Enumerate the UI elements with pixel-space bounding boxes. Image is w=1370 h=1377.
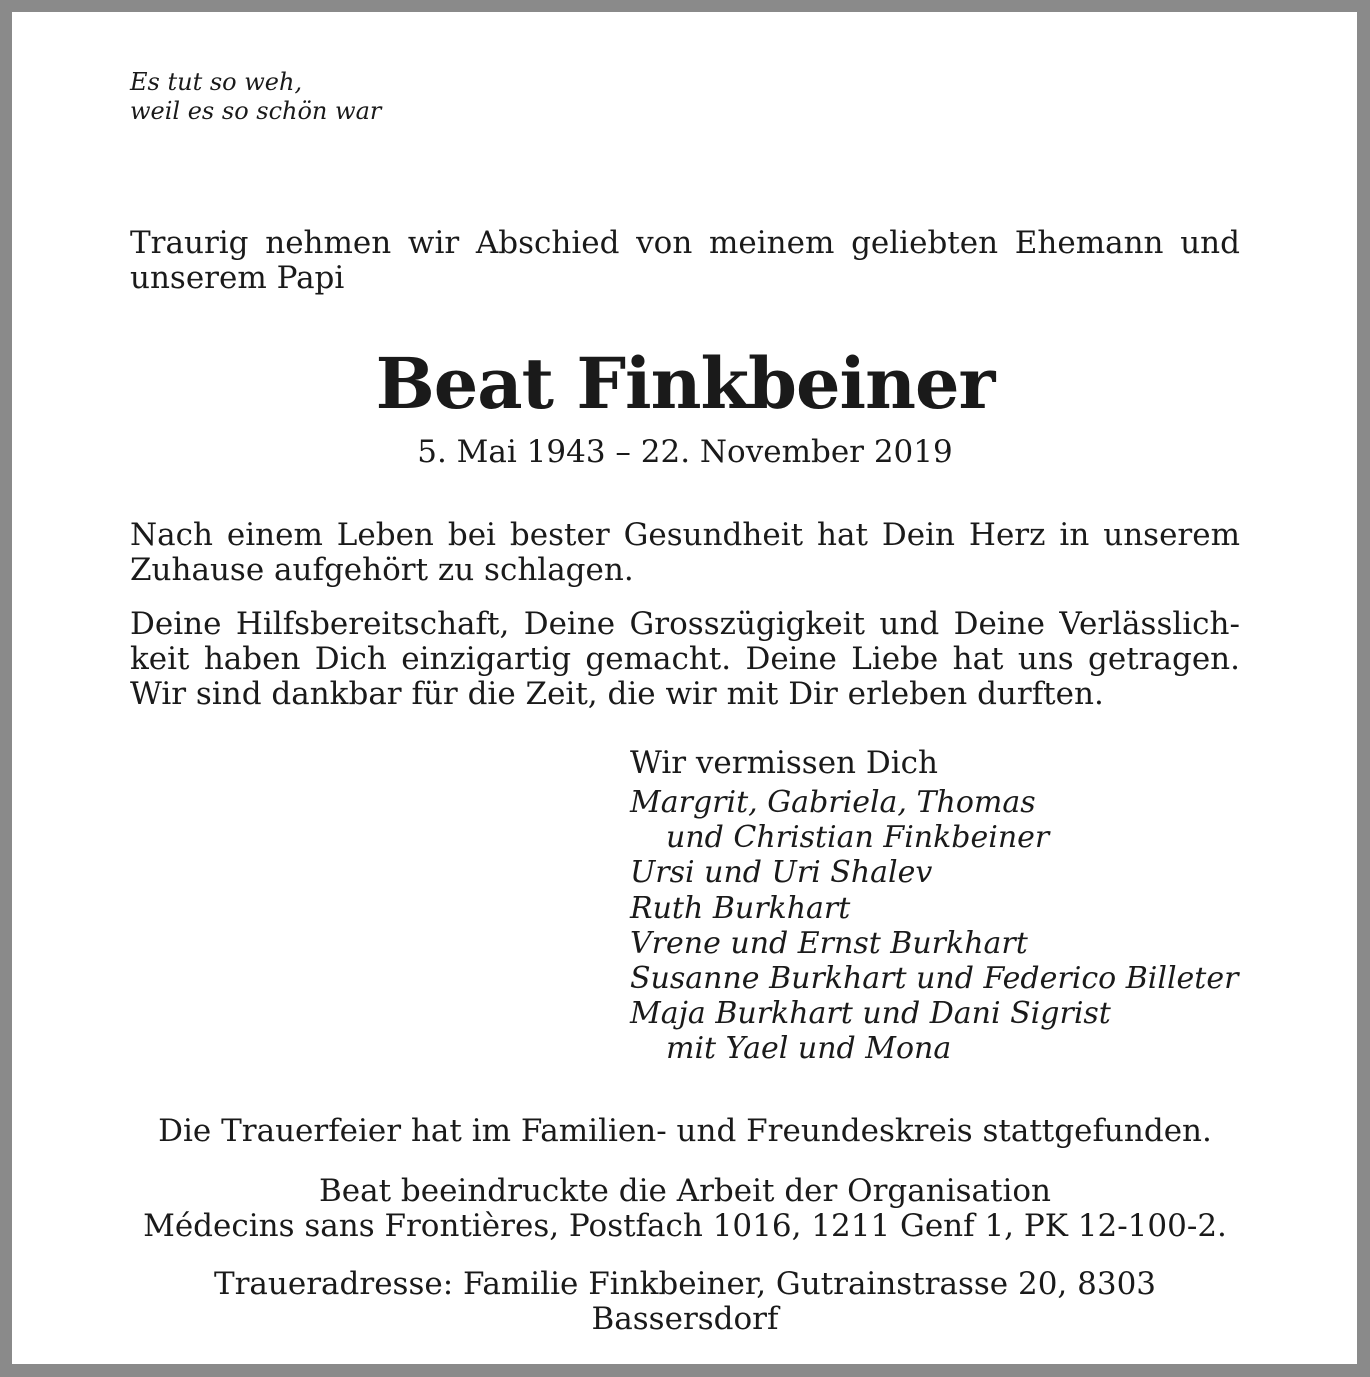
family-line: Ursi und Uri Shalev	[630, 855, 933, 891]
donation-note	[130, 1174, 1240, 1244]
signoff	[630, 745, 1270, 1067]
family-line: und Christian Finkbeiner	[666, 820, 1050, 856]
family-line: mit Yael und Mona	[666, 1031, 952, 1067]
family-line: Maja Burkhart und Dani Sigrist	[630, 996, 1111, 1032]
paragraph-1: Nach einem Leben bei bester Gesundheit hat Dein Herz in unserem Zuhause aufgehört zu schlagen.	[130, 517, 1240, 588]
paragraph-2: Deine Hilfsbereitschaft, Deine Grosszügigkeit und Deine Verlässlichkeit haben Dich einzigartig gemacht. Deine Liebe hat uns getragen. Wir sind dankbar für die Zeit, die wir mit Dir erleben durften.	[130, 606, 1240, 712]
intro-text: Traurig nehmen wir Abschied von meinem geliebten Ehemann und unserem Papi	[130, 225, 1240, 296]
mourning-address: Traueradresse: Familie Finkbeiner, Gutrainstrasse 20, 8303 Bassersdorf	[213, 1266, 1157, 1337]
deceased-name: Beat Finkbeiner	[375, 342, 995, 425]
family-line: Vrene und Ernst Burkhart	[630, 925, 1028, 961]
obituary-card	[12, 12, 1357, 1364]
family-line: Susanne Burkhart und Federico Billeter	[630, 961, 1239, 997]
motto-line-1: Es tut so weh,	[130, 68, 303, 96]
family-line: Margrit, Gabriela, Thomas	[630, 785, 1036, 820]
family-line: Ruth Burkhart	[630, 890, 851, 926]
motto	[130, 68, 381, 126]
family-list	[630, 785, 1270, 1067]
donation-line-1: Beat beeindruckte die Arbeit der Organisation	[318, 1173, 1052, 1209]
life-dates: 5. Mai 1943 – 22. November 2019	[417, 434, 953, 470]
ceremony-note: Die Trauerfeier hat im Familien- und Freundeskreis stattgefunden.	[158, 1113, 1212, 1149]
signoff-heading: Wir vermissen Dich	[630, 745, 938, 781]
motto-line-2: weil es so schön war	[130, 97, 382, 125]
donation-line-2: Médecins sans Frontières, Postfach 1016, 1211 Genf 1, PK 12-100-2.	[143, 1208, 1227, 1244]
